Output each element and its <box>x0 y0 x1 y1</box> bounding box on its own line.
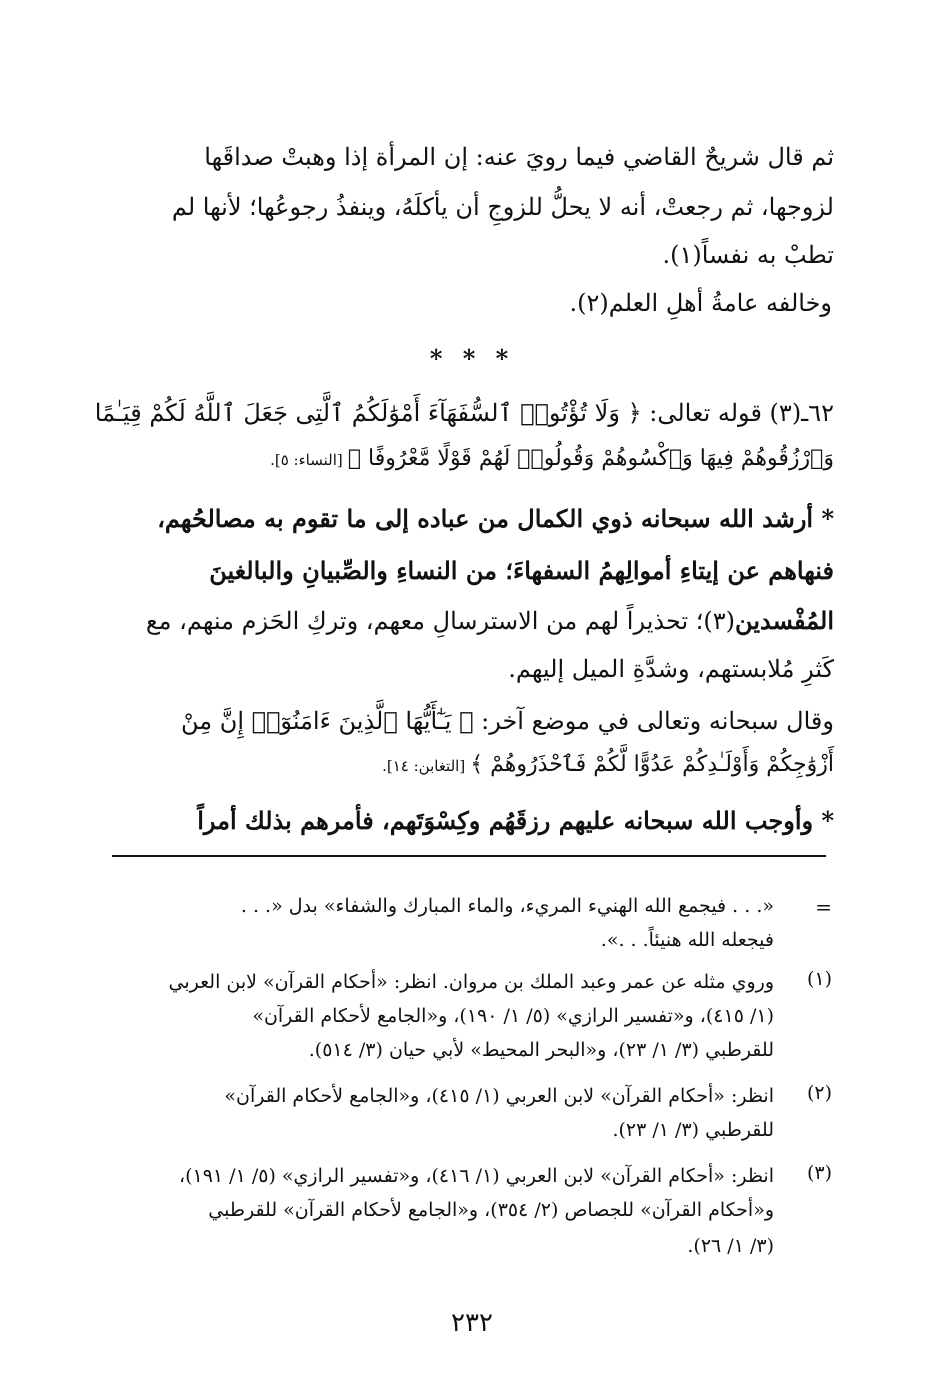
surah-reference: [التغابن: ١٤]. <box>382 757 466 775</box>
footnote-line: فيجعله الله هنيئاً. . .». <box>600 929 774 951</box>
footnote-line: وروي مثله عن عمر وعبد الملك بن مروان. انظر: «أحكام القرآن» لابن العربي <box>168 971 774 993</box>
verse-line <box>114 446 834 471</box>
body-line: وقال سبحانه وتعالى في موضع آخر: ﴿ يَـٰٓأَيُّهَا ٱلَّذِينَ ءَامَنُوٓا۟ إِنَّ مِنْ <box>180 707 834 735</box>
body-line: وخالفه عامةُ أهلِ العلم(٢). <box>569 289 832 317</box>
footnote-line: (٣/ ١/ ٢٦). <box>687 1235 774 1257</box>
footnote-number: (٣) <box>806 1162 832 1184</box>
footnote-line: (١/ ٤١٥)، و«تفسير الرازي» (٥/ ١/ ١٩٠)، و«الجامع لأحكام القرآن» <box>252 1005 774 1027</box>
body-line <box>114 606 834 636</box>
footnote-number: (٢) <box>806 1082 832 1104</box>
page-number: ٢٣٢ <box>451 1308 493 1338</box>
footnote-line: «. . . فيجمع الله الهنيء المريء، والماء المبارك والشفاء» بدل «. . . <box>240 895 774 917</box>
footnote-line: انظر: «أحكام القرآن» لابن العربي (١/ ٤١٦)، و«تفسير الرازي» (٥/ ١/ ١٩١)، <box>178 1165 774 1187</box>
quran-text: أَزْوَٰجِكُمْ وَأَوْلَـٰدِكُمْ عَدُوًّا لَّكُمْ فَٱحْذَرُوهُمْ ﴾ <box>470 752 834 777</box>
body-line: لزوجها، ثم رجعتْ، أنه لا يحلُّ للزوجِ أن يأكلَهُ، وينفذُ رجوعُها؛ لأنها لم <box>171 193 834 221</box>
footnote-line: و«أحكام القرآن» للجصاص (٢/ ٣٥٤)، و«الجامع لأحكام القرآن» للقرطبي <box>208 1199 774 1221</box>
footnote-number: (١) <box>806 968 832 990</box>
body-line: ثم قال شريحٌ القاضي فيما رويَ عنه: إن المرأة إذا وهبتْ صداقَها <box>204 143 834 171</box>
surah-reference: [النساء: ٥]. <box>270 451 343 469</box>
bold-term: المُفْسدين <box>735 606 834 635</box>
body-text: (٣)؛ تحذيراً لهم من الاسترسالِ معهم، وتركِ الحَزم منهم، مع <box>145 607 736 635</box>
footnote-line: للقرطبي (٣/ ١/ ٢٣). <box>612 1119 774 1141</box>
body-line: فنهاهم عن إيتاءِ أموالِهمُ السفهاءَ؛ من النساءِ والصِّبيانِ والبالغينَ <box>209 556 834 585</box>
footnote-line: انظر: «أحكام القرآن» لابن العربي (١/ ٤١٥)، و«الجامع لأحكام القرآن» <box>224 1085 774 1107</box>
footnote-divider <box>112 855 826 857</box>
body-line: * أرشد الله سبحانه ذوي الكمال من عباده إلى ما تقوم به مصالحُهم، <box>157 504 834 533</box>
verse-heading-line: ٦٢ـ(٣) قوله تعالى: ﴿ وَلَا تُؤْتُوا۟ ٱلسُّفَهَآءَ أَمْوَٰلَكُمُ ٱلَّتِى جَعَلَ ٱللَّهُ لَكُمْ قِيَـٰمًا <box>94 399 834 427</box>
body-line: تطبْ به نفساً(١). <box>662 241 834 269</box>
footnote-line: للقرطبي (٣/ ١/ ٢٣)، و«البحر المحيط» لأبي حيان (٣/ ٥١٤). <box>308 1039 774 1061</box>
body-line: * وأوجب الله سبحانه عليهم رزقَهُم وكِسْوَتَهم، فأمرهم بذلك أمراً <box>197 806 834 835</box>
section-separator: * * * <box>429 344 515 373</box>
quran-text: وَٱرْزُقُوهُمْ فِيهَا وَٱكْسُوهُمْ وَقُولُوا۟ لَهُمْ قَوْلًا مَّعْرُوفًا ﴾ <box>347 446 834 471</box>
body-line: كَثرِ مُلابستهم، وشدَّةِ الميل إليهم. <box>508 655 834 683</box>
verse-line <box>114 752 834 777</box>
footnote-continuation-mark: = <box>815 895 832 919</box>
